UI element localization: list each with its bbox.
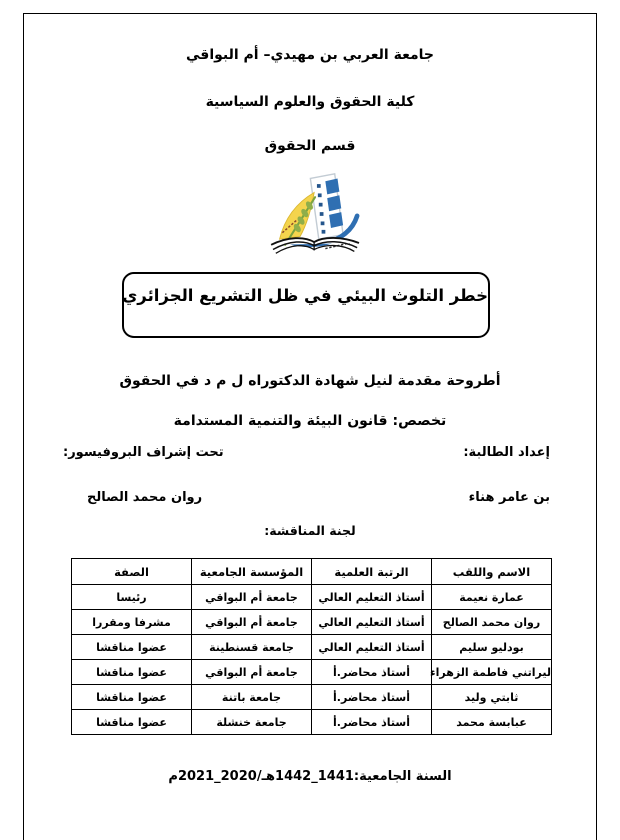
member-institution: جامعة خنشلة <box>192 710 312 735</box>
table-row <box>72 685 552 710</box>
member-role: عضوا مناقشا <box>72 660 192 685</box>
committee-label: لجنة المناقشة: <box>264 523 356 538</box>
student-label: إعداد الطالبة: <box>463 445 550 460</box>
academic-year: السنة الجامعية:1441_1442هـ/2020_2021م <box>168 769 452 784</box>
table-row <box>72 635 552 660</box>
thesis-title-box <box>122 272 490 338</box>
committee-table <box>71 558 552 735</box>
member-role: مشرفا ومقررا <box>72 610 192 635</box>
degree-line: أطروحة مقدمة لنيل شهادة الدكتوراه ل م د في الحقوق <box>119 373 501 389</box>
member-rank: أستاذ محاضر.أ <box>312 660 432 685</box>
member-name: روان محمد الصالح <box>432 610 552 635</box>
member-name: عبابسة محمد <box>432 710 552 735</box>
member-name: بودليو سليم <box>432 635 552 660</box>
col-header-institution: المؤسسة الجامعية <box>192 559 312 585</box>
member-role: عضوا مناقشا <box>72 635 192 660</box>
table-row <box>72 585 552 610</box>
col-header-rank: الرتبة العلمية <box>312 559 432 585</box>
col-header-role: الصفة <box>72 559 192 585</box>
university-logo-icon <box>257 171 375 257</box>
member-institution: جامعة أم البواقي <box>192 610 312 635</box>
supervisor-label: تحت إشراف البروفيسور: <box>63 445 224 460</box>
university-logo <box>257 171 375 257</box>
university-name: جامعة العربي بن مهيدي– أم البواقي <box>185 47 434 63</box>
member-role: عضوا مناقشا <box>72 710 192 735</box>
member-role: رئيسا <box>72 585 192 610</box>
thesis-title: خطر التلوث البيئي في ظل التشريع الجزائري <box>122 286 488 305</box>
supervisor-name: روان محمد الصالح <box>87 490 203 505</box>
table-header-row <box>72 559 552 585</box>
col-header-name: الاسم واللقب <box>432 559 552 585</box>
member-name: عمارة نعيمة <box>432 585 552 610</box>
member-rank: أستاذ محاضر.أ <box>312 710 432 735</box>
table-row <box>72 610 552 635</box>
member-name: ليراتني فاطمة الزهراء <box>432 660 552 685</box>
member-rank: أستاذ محاضر.أ <box>312 685 432 710</box>
table-row <box>72 660 552 685</box>
member-rank: أستاذ التعليم العالي <box>312 635 432 660</box>
table-row <box>72 710 552 735</box>
member-institution: جامعة أم البواقي <box>192 660 312 685</box>
member-institution: جامعة باتنة <box>192 685 312 710</box>
department-name: قسم الحقوق <box>264 138 356 154</box>
faculty-name: كلية الحقوق والعلوم السياسية <box>205 94 415 110</box>
specialty-line: تخصص: قانون البيئة والتنمية المستدامة <box>173 413 447 429</box>
member-role: عضوا مناقشا <box>72 685 192 710</box>
student-name: بن عامر هناء <box>468 490 550 505</box>
member-rank: أستاذ التعليم العالي <box>312 585 432 610</box>
member-rank: أستاذ التعليم العالي <box>312 610 432 635</box>
member-institution: جامعة قسنطينة <box>192 635 312 660</box>
member-institution: جامعة أم البواقي <box>192 585 312 610</box>
member-name: ثابتي وليد <box>432 685 552 710</box>
